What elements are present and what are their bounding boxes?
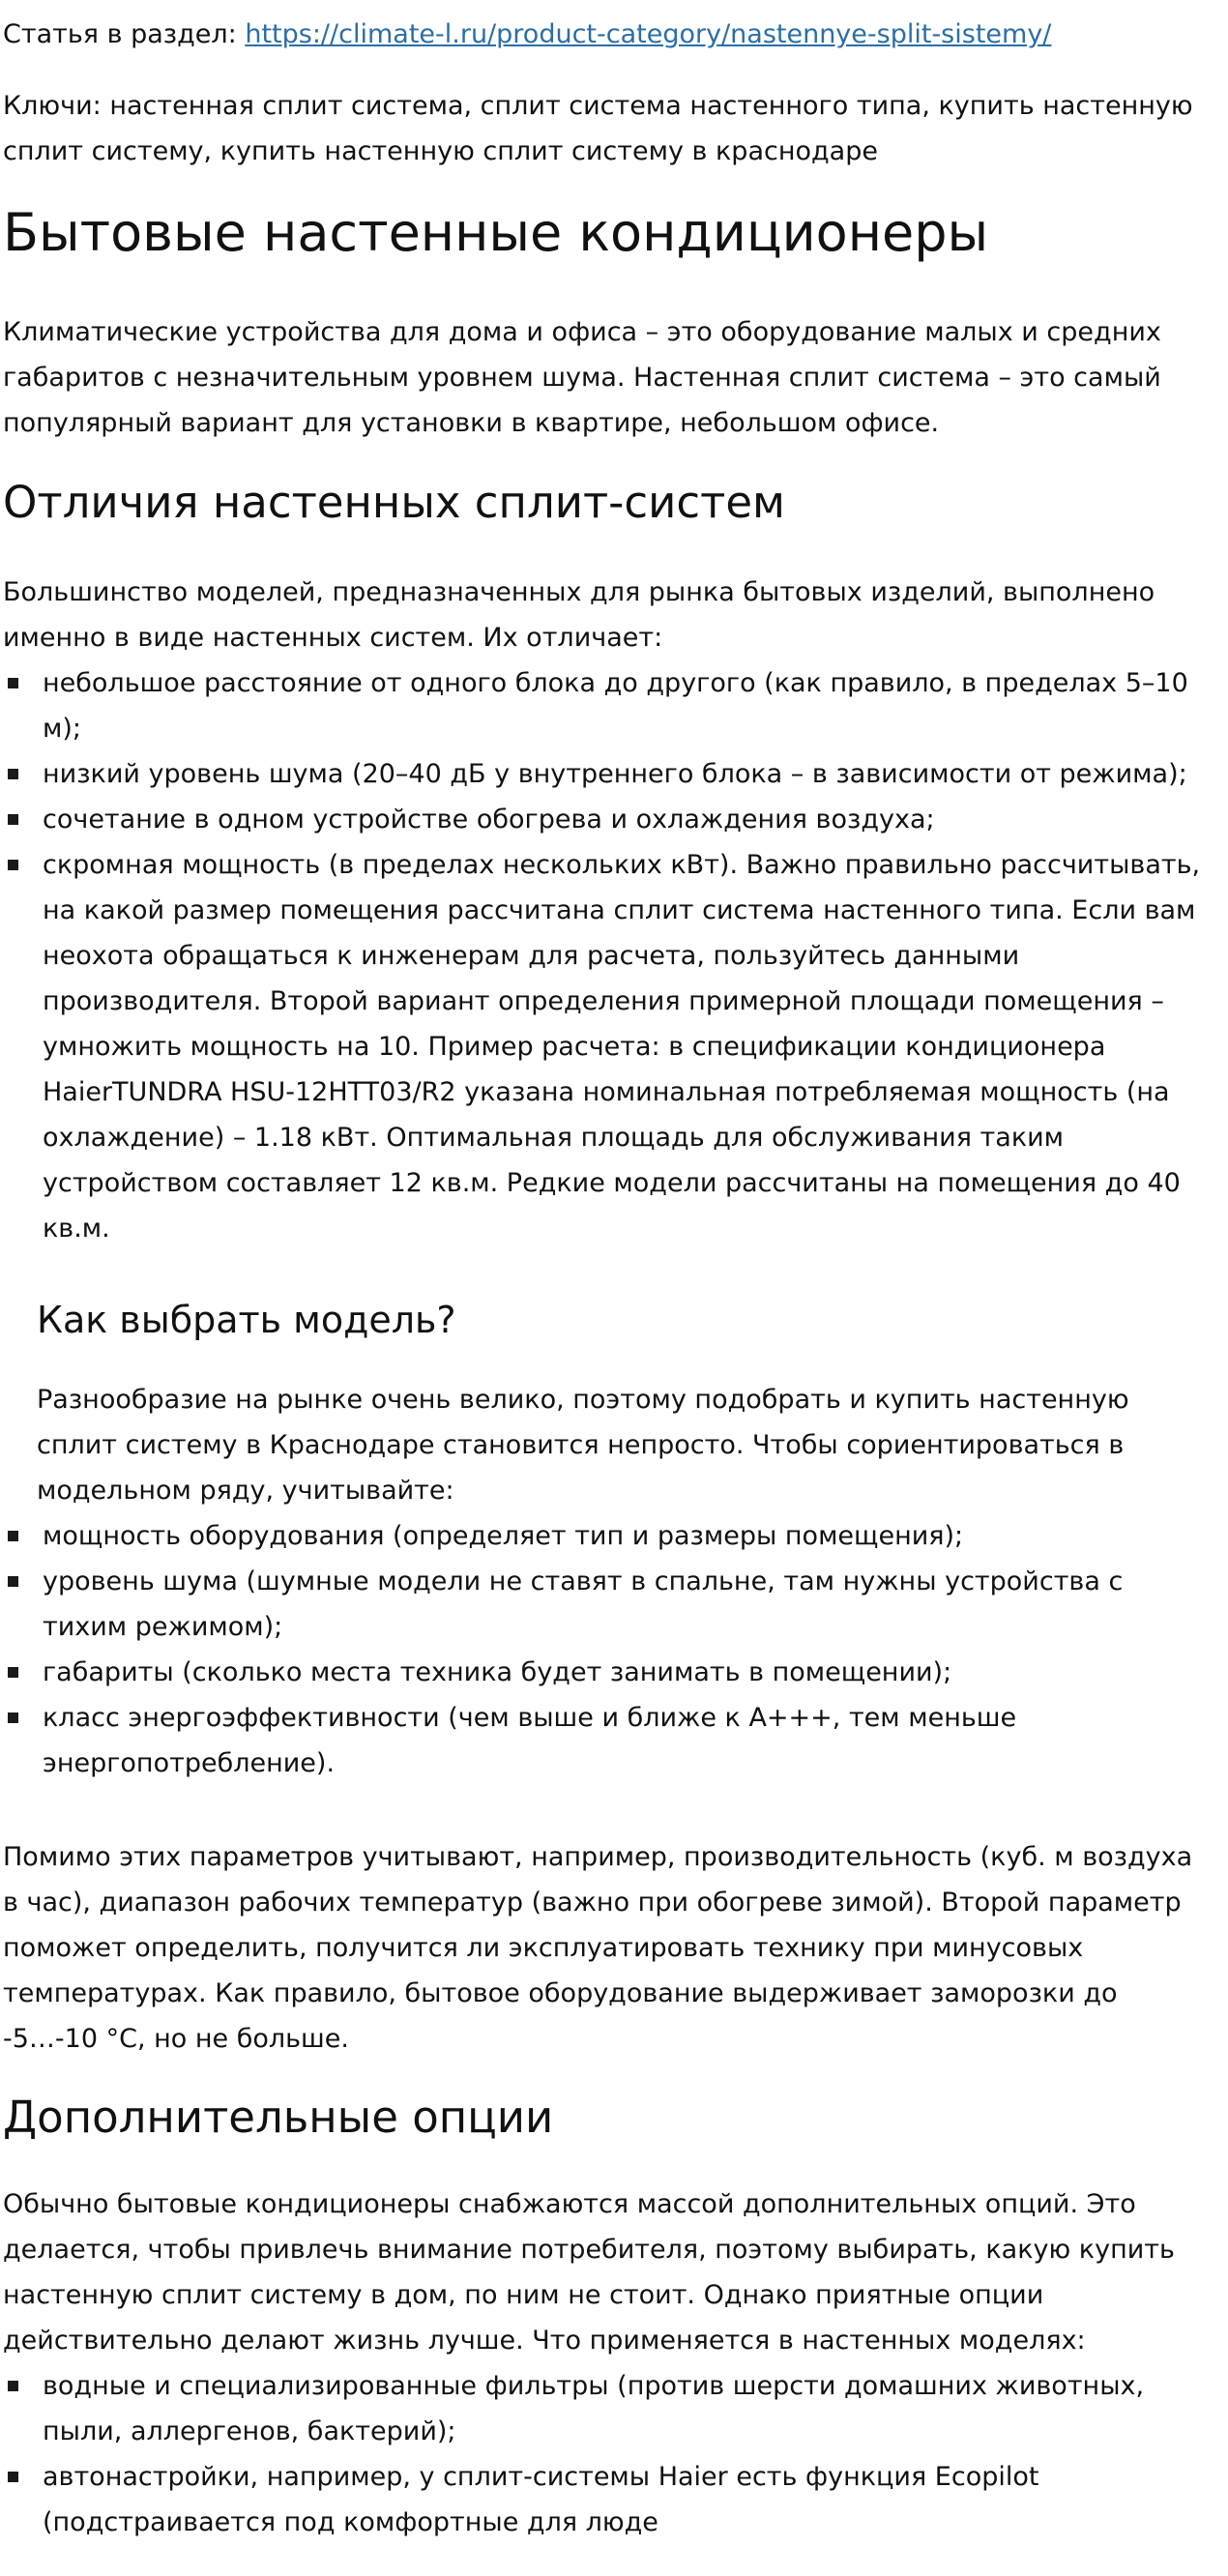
list-item: водные и специализированные фильтры (против шерсти домашних животных, пыли, аллергенов, бактерий); (3, 2363, 1211, 2454)
article-link-prefix: Статья в раздел: (3, 19, 246, 49)
list-item: сочетание в одном устройстве обогрева и охлаждения воздуха; (3, 797, 1211, 842)
choose-section (37, 1296, 1211, 1513)
parameters-paragraph: Помимо этих параметров учитывают, например, производительность (куб. м воздуха в час), диапазон рабочих температур (важно при обогреве зимой). Второй параметр поможет определить, получится ли эксплуатировать технику при минусовых температурах. Как правило, бытовое оборудование выдерживает заморозки до -5…-10 °C, но не больше. (3, 1842, 1193, 2054)
list-item: низкий уровень шума (20–40 дБ у внутреннего блока – в зависимости от режима); (3, 751, 1211, 797)
choose-lead-paragraph: Разнообразие на рынке очень велико, поэтому подобрать и купить настенную сплит систему в Краснодаре становится непросто. Чтобы сориентироваться в модельном ряду, учитывайте: (37, 1385, 1129, 1506)
choose-list (3, 1513, 1211, 1786)
section-title-choose: Как выбрать модель? (37, 1299, 456, 1341)
differences-lead-paragraph: Большинство моделей, предназначенных для рынка бытовых изделий, выполнено именно в виде настенных систем. Их отличает: (3, 577, 1155, 653)
article-link-line (3, 12, 1211, 57)
page-title: Бытовые настенные кондиционеры (3, 202, 989, 263)
intro-paragraph: Климатические устройства для дома и офиса – это оборудование малых и средних габаритов с незначительным уровнем шума. Настенная сплит система – это самый популярный вариант для установки в квартире, небольшом офисе. (3, 317, 1161, 438)
list-item: скромная мощность (в пределах нескольких кВт). Важно правильно рассчитывать, на какой размер помещения рассчитана сплит система настенного типа. Если вам неохота обращаться к инженерам для расчета, пользуйтесь данными производителя. Второй вариант определения примерной площади помещения – умножить мощность на 10. Пример расчета: в спецификации кондиционера HaierTUNDRA HSU-12HTT03/R2 указана номинальная потребляемая мощность (на охлаждение) – 1.18 кВт. Оптимальная площадь для обслуживания таким устройством составляет 12 кв.м. Редкие модели рассчитаны на помещения до 40 кв.м. (3, 842, 1211, 1251)
list-item: уровень шума (шумные модели не ставят в спальне, там нужны устройства с тихим режимом); (3, 1559, 1211, 1650)
section-title-options: Дополнительные опции (3, 2092, 554, 2143)
keywords-text: Ключи: настенная сплит система, сплит система настенного типа, купить настенную сплит систему, купить настенную сплит систему в краснодаре (3, 91, 1193, 166)
list-item: мощность оборудования (определяет тип и размеры помещения); (3, 1513, 1211, 1559)
list-item: небольшое расстояние от одного блока до другого (как правило, в пределах 5–10 м); (3, 660, 1211, 751)
options-list (3, 2363, 1211, 2545)
differences-list (3, 660, 1211, 1251)
list-item: автонастройки, например, у сплит-системы Haier есть функция Ecopilot (подстраивается под комфортные для люде (3, 2454, 1211, 2545)
list-item: габариты (сколько места техника будет занимать в помещении); (3, 1650, 1211, 1695)
article-link[interactable]: https://climate-l.ru/product-category/nastennye-split-sistemy/ (245, 19, 1052, 49)
section-title-differences: Отличия настенных сплит-систем (3, 477, 785, 528)
options-lead-paragraph: Обычно бытовые кондиционеры снабжаются массой дополнительных опций. Это делается, чтобы привлечь внимание потребителя, поэтому выбирать, какую купить настенную сплит систему в дом, по ним не стоит. Однако приятные опции действительно делают жизнь лучше. Что применяется в настенных моделях: (3, 2189, 1175, 2356)
list-item: класс энергоэффективности (чем выше и ближе к А+++, тем меньше энергопотребление). (3, 1695, 1211, 1786)
